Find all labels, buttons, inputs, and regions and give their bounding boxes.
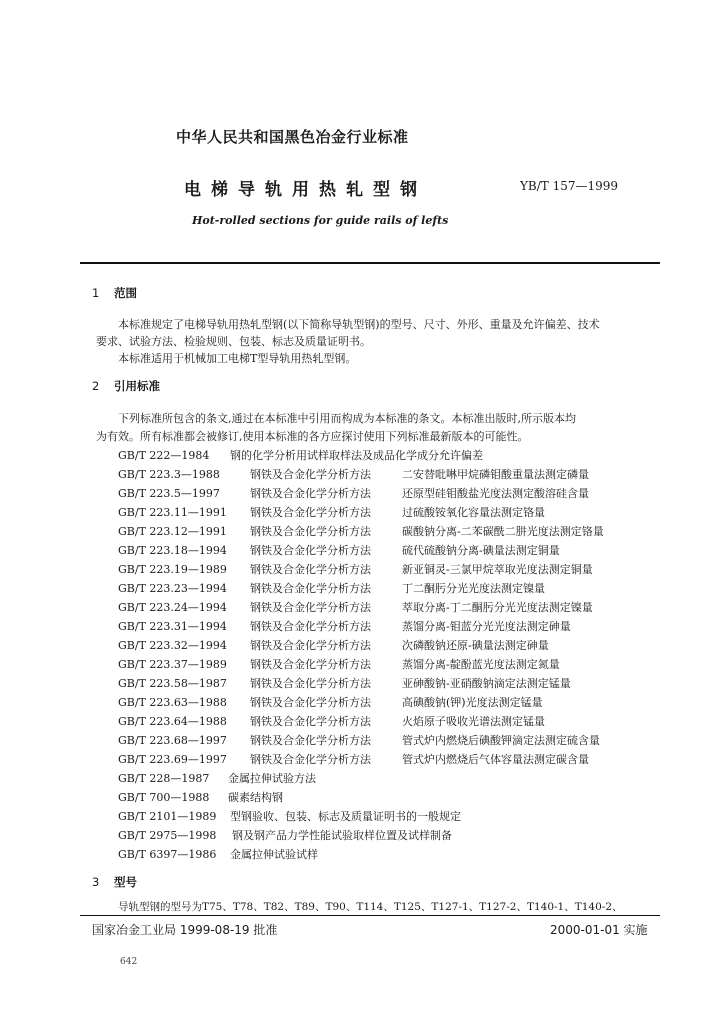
- standard-title-en: Hot-rolled sections for guide rails of lefts: [192, 214, 449, 227]
- section-2-intro-line-1: 下列标准所包含的条文,通过在本标准中引用而构成为本标准的条文。本标准出版时,所示版本均: [118, 412, 576, 425]
- header-divider: [80, 262, 660, 264]
- reference-method: 蒸馏分离-靛酚蓝光度法测定氮量: [402, 658, 560, 671]
- reference-code: GB/T 223.19—1989: [118, 563, 227, 576]
- reference-row: [118, 504, 545, 520]
- reference-row: [118, 789, 283, 805]
- reference-code: GB/T 223.5—1997: [118, 487, 220, 500]
- reference-method: 亚砷酸钠-亚硝酸钠滴定法测定锰量: [402, 677, 571, 690]
- reference-row: [118, 713, 545, 729]
- page-number: 642: [120, 957, 138, 967]
- reference-method: 型钢验收、包装、标志及质量证明书的一般规定: [230, 810, 461, 823]
- reference-subject: 钢铁及合金化学分析方法: [250, 658, 371, 671]
- reference-code: GB/T 223.31—1994: [118, 620, 227, 633]
- reference-method: 萃取分离-丁二酮肟分光光度法测定镍量: [402, 601, 593, 614]
- reference-code: GB/T 223.3—1988: [118, 468, 220, 481]
- reference-subject: 钢铁及合金化学分析方法: [250, 639, 371, 652]
- reference-code: GB/T 223.32—1994: [118, 639, 227, 652]
- reference-row: [118, 751, 589, 767]
- reference-code: GB/T 700—1988: [118, 791, 210, 804]
- effective-date: 2000-01-01 实施: [550, 923, 648, 937]
- section-1-number: 1: [92, 286, 100, 300]
- reference-code: GB/T 223.64—1988: [118, 715, 227, 728]
- reference-subject: 钢铁及合金化学分析方法: [250, 696, 371, 709]
- reference-subject: 钢铁及合金化学分析方法: [250, 620, 371, 633]
- reference-method: 新亚铜灵-三氯甲烷萃取光度法测定铜量: [402, 563, 593, 576]
- reference-row: [118, 485, 589, 501]
- reference-row: [118, 694, 543, 710]
- reference-code: GB/T 223.18—1994: [118, 544, 227, 557]
- reference-method: 金属拉伸试验试样: [230, 848, 318, 861]
- reference-subject: 钢铁及合金化学分析方法: [250, 544, 371, 557]
- reference-method: 火焰原子吸收光谱法测定锰量: [402, 715, 545, 728]
- reference-method: 过硫酸铵氧化容量法测定铬量: [402, 506, 545, 519]
- reference-method: 钢的化学分析用试样取样法及成品化学成分允许偏差: [230, 449, 483, 462]
- reference-row: [118, 770, 316, 786]
- reference-subject: 钢铁及合金化学分析方法: [250, 734, 371, 747]
- section-2-title: 引用标准: [114, 379, 160, 393]
- reference-subject: 钢铁及合金化学分析方法: [250, 677, 371, 690]
- section-3-number: 3: [92, 875, 100, 889]
- reference-row: [118, 580, 545, 596]
- reference-code: GB/T 223.69—1997: [118, 753, 227, 766]
- reference-subject: 钢铁及合金化学分析方法: [250, 506, 371, 519]
- reference-subject: 钢铁及合金化学分析方法: [250, 468, 371, 481]
- reference-method: 二安替吡啉甲烷磷钼酸重量法测定磷量: [402, 468, 589, 481]
- reference-method: 丁二酮肟分光光度法测定镍量: [402, 582, 545, 595]
- reference-code: GB/T 2101—1989: [118, 810, 217, 823]
- reference-subject: 钢铁及合金化学分析方法: [250, 601, 371, 614]
- reference-subject: 钢铁及合金化学分析方法: [250, 525, 371, 538]
- reference-row: [118, 599, 593, 615]
- reference-method: 高碘酸钠(钾)光度法测定锰量: [402, 696, 543, 709]
- reference-code: GB/T 223.68—1997: [118, 734, 227, 747]
- section-3-heading: [92, 874, 137, 890]
- reference-method: 金属拉伸试验方法: [228, 772, 316, 785]
- reference-row: [118, 808, 461, 824]
- reference-method: 管式炉内燃烧后碘酸钾滴定法测定硫含量: [402, 734, 600, 747]
- reference-subject: 钢铁及合金化学分析方法: [250, 715, 371, 728]
- standard-title-cn: 电梯导轨用热轧型钢: [184, 180, 427, 200]
- reference-row: [118, 675, 571, 691]
- reference-code: GB/T 228—1987: [118, 772, 210, 785]
- reference-code: GB/T 6397—1986: [118, 848, 217, 861]
- reference-row: [118, 732, 600, 748]
- section-2-heading: [92, 378, 160, 394]
- section-1-heading: [92, 285, 137, 301]
- section-2-intro-line-2: 为有效。所有标准都会被修订,使用本标准的各方应探讨使用下列标准最新版本的可能性。: [96, 430, 529, 443]
- reference-row: [118, 523, 604, 539]
- section-1-title: 范围: [114, 286, 137, 300]
- reference-code: GB/T 223.11—1991: [118, 506, 227, 519]
- footer-divider: [80, 915, 660, 916]
- reference-code: GB/T 223.37—1989: [118, 658, 227, 671]
- reference-method: 还原型硅钼酸盐光度法测定酸溶硅含量: [402, 487, 589, 500]
- reference-method: 碳素结构钢: [228, 791, 283, 804]
- reference-code: GB/T 223.12—1991: [118, 525, 227, 538]
- section-1-para-2: 本标准适用于机械加工电梯T型导轨用热轧型钢。: [118, 352, 357, 365]
- reference-code: GB/T 2975—1998: [118, 829, 217, 842]
- reference-method: 硫代硫酸钠分离-碘量法测定铜量: [402, 544, 560, 557]
- reference-subject: 钢铁及合金化学分析方法: [250, 753, 371, 766]
- reference-code: GB/T 223.63—1988: [118, 696, 227, 709]
- reference-subject: 钢铁及合金化学分析方法: [250, 563, 371, 576]
- reference-code: GB/T 222—1984: [118, 449, 210, 462]
- reference-method: 管式炉内燃烧后气体容量法测定碳含量: [402, 753, 589, 766]
- reference-subject: 钢铁及合金化学分析方法: [250, 487, 371, 500]
- reference-row: [118, 542, 560, 558]
- reference-row: [118, 618, 571, 634]
- approval-date: 国家冶金工业局 1999-08-19 批准: [92, 923, 278, 937]
- standard-category: 中华人民共和国黑色冶金行业标准: [176, 128, 409, 146]
- reference-code: GB/T 223.58—1987: [118, 677, 227, 690]
- reference-row: [118, 846, 318, 862]
- reference-row: [118, 637, 549, 653]
- section-2-number: 2: [92, 379, 100, 393]
- reference-method: 蒸馏分离-钼蓝分光光度法测定砷量: [402, 620, 571, 633]
- section-3-title: 型号: [114, 875, 137, 889]
- reference-method: 钢及钢产品力学性能试验取样位置及试样制备: [232, 829, 452, 842]
- section-1-para-1-line-2: 要求、试验方法、检验规则、包装、标志及质量证明书。: [96, 335, 371, 348]
- standard-number: YB/T 157—1999: [520, 179, 619, 193]
- reference-row: [118, 656, 560, 672]
- reference-row: [118, 447, 483, 463]
- reference-row: [118, 466, 589, 482]
- reference-row: [118, 561, 593, 577]
- reference-method: 碳酸钠分离-二苯碳酰二肼光度法测定铬量: [402, 525, 604, 538]
- reference-code: GB/T 223.23—1994: [118, 582, 227, 595]
- reference-method: 次磷酸钠还原-碘量法测定砷量: [402, 639, 549, 652]
- section-3-para: 导轨型钢的型号为T75、T78、T82、T89、T90、T114、T125、T127-1、T127-2、T140-1、T140-2、: [118, 901, 623, 913]
- reference-code: GB/T 223.24—1994: [118, 601, 227, 614]
- section-1-para-1-line-1: 本标准规定了电梯导轨用热轧型钢(以下简称导轨型钢)的型号、尺寸、外形、重量及允许偏差、技术: [118, 318, 600, 331]
- reference-subject: 钢铁及合金化学分析方法: [250, 582, 371, 595]
- reference-row: [118, 827, 452, 843]
